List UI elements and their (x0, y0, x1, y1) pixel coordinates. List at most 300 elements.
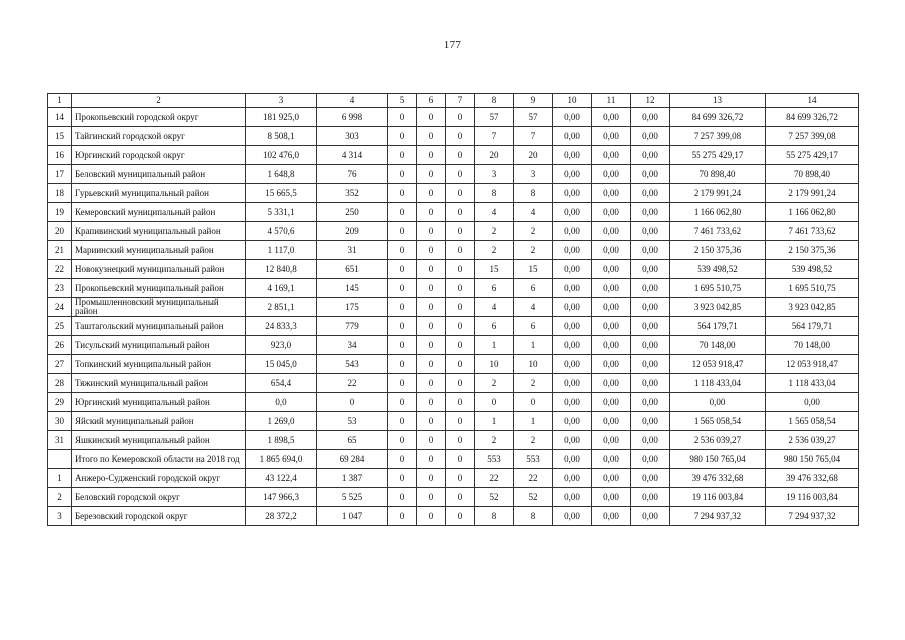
value-cell: 0 (446, 298, 475, 317)
value-cell: 352 (317, 184, 388, 203)
value-cell: 0 (417, 222, 446, 241)
value-cell: 0 (417, 393, 446, 412)
value-cell: 7 (475, 127, 514, 146)
territory-name-cell: Беловский городской округ (72, 488, 246, 507)
column-header: 11 (592, 94, 631, 108)
value-cell: 0,00 (766, 393, 859, 412)
value-cell: 2 (475, 241, 514, 260)
value-cell: 779 (317, 317, 388, 336)
value-cell: 0 (388, 412, 417, 431)
value-cell: 0,00 (592, 146, 631, 165)
value-cell: 6 (475, 317, 514, 336)
value-cell: 0 (388, 146, 417, 165)
value-cell: 0,00 (592, 184, 631, 203)
value-cell: 0 (446, 336, 475, 355)
value-cell: 0,00 (553, 393, 592, 412)
value-cell: 0,00 (553, 507, 592, 526)
value-cell: 0 (417, 184, 446, 203)
value-cell: 70 898,40 (670, 165, 766, 184)
value-cell: 1 118 433,04 (670, 374, 766, 393)
value-cell: 2 (475, 222, 514, 241)
value-cell: 0,00 (553, 241, 592, 260)
value-cell: 654,4 (246, 374, 317, 393)
value-cell: 3 (514, 165, 553, 184)
row-number-cell: 25 (48, 317, 72, 336)
table-row (48, 317, 859, 336)
value-cell: 15 665,5 (246, 184, 317, 203)
value-cell: 0,00 (553, 260, 592, 279)
value-cell: 0 (417, 165, 446, 184)
value-cell: 1 166 062,80 (766, 203, 859, 222)
value-cell: 3 923 042,85 (766, 298, 859, 317)
value-cell: 2 (475, 431, 514, 450)
value-cell: 3 923 042,85 (670, 298, 766, 317)
value-cell: 6 (514, 317, 553, 336)
value-cell: 7 257 399,08 (766, 127, 859, 146)
value-cell: 52 (514, 488, 553, 507)
table-row (48, 203, 859, 222)
value-cell: 0,00 (553, 298, 592, 317)
value-cell: 6 (514, 279, 553, 298)
value-cell: 0 (417, 450, 446, 469)
value-cell: 0 (417, 431, 446, 450)
territory-name-cell: Юргинский муниципальный район (72, 393, 246, 412)
territory-name-cell: Крапивинский муниципальный район (72, 222, 246, 241)
value-cell: 10 (514, 355, 553, 374)
value-cell: 0,00 (631, 298, 670, 317)
value-cell: 553 (514, 450, 553, 469)
value-cell: 181 925,0 (246, 108, 317, 127)
value-cell: 20 (475, 146, 514, 165)
value-cell: 24 833,3 (246, 317, 317, 336)
value-cell: 6 998 (317, 108, 388, 127)
value-cell: 70 148,00 (766, 336, 859, 355)
value-cell: 7 294 937,32 (670, 507, 766, 526)
row-number-cell: 21 (48, 241, 72, 260)
table-row (48, 355, 859, 374)
value-cell: 8 508,1 (246, 127, 317, 146)
territory-name-cell: Прокопьевский городской округ (72, 108, 246, 127)
column-header: 7 (446, 94, 475, 108)
value-cell: 0,00 (553, 355, 592, 374)
value-cell: 5 331,1 (246, 203, 317, 222)
column-header: 12 (631, 94, 670, 108)
value-cell: 0 (417, 488, 446, 507)
value-cell: 8 (475, 184, 514, 203)
value-cell: 22 (317, 374, 388, 393)
value-cell: 0,00 (631, 108, 670, 127)
value-cell: 0 (417, 317, 446, 336)
value-cell: 52 (475, 488, 514, 507)
value-cell: 0 (446, 222, 475, 241)
value-cell: 0,00 (592, 165, 631, 184)
value-cell: 0 (446, 355, 475, 374)
table-row (48, 374, 859, 393)
row-number-cell: 15 (48, 127, 72, 146)
territory-name-cell: Кемеровский муниципальный район (72, 203, 246, 222)
value-cell: 0 (446, 488, 475, 507)
value-cell: 2 851,1 (246, 298, 317, 317)
value-cell: 0 (446, 412, 475, 431)
territory-name-cell: Юргинский городской округ (72, 146, 246, 165)
value-cell: 0 (417, 298, 446, 317)
value-cell: 1 (475, 336, 514, 355)
territory-name-cell: Анжеро-Судженский городской округ (72, 469, 246, 488)
value-cell: 0,00 (553, 431, 592, 450)
value-cell: 4 314 (317, 146, 388, 165)
value-cell: 0 (388, 355, 417, 374)
value-cell: 651 (317, 260, 388, 279)
value-cell: 70 898,40 (766, 165, 859, 184)
table-row (48, 146, 859, 165)
value-cell: 0,00 (592, 393, 631, 412)
value-cell: 53 (317, 412, 388, 431)
value-cell: 0 (446, 165, 475, 184)
row-number-cell: 31 (48, 431, 72, 450)
value-cell: 0 (417, 279, 446, 298)
value-cell: 0,00 (631, 127, 670, 146)
value-cell: 0 (388, 336, 417, 355)
value-cell: 0 (446, 431, 475, 450)
value-cell: 0,00 (553, 108, 592, 127)
value-cell: 2 536 039,27 (670, 431, 766, 450)
value-cell: 0 (388, 108, 417, 127)
value-cell: 0 (446, 146, 475, 165)
value-cell: 6 (475, 279, 514, 298)
column-header: 14 (766, 94, 859, 108)
value-cell: 57 (475, 108, 514, 127)
value-cell: 0,00 (592, 469, 631, 488)
row-number-cell: 29 (48, 393, 72, 412)
value-cell: 0 (388, 184, 417, 203)
value-cell: 0,00 (553, 127, 592, 146)
value-cell: 0 (446, 317, 475, 336)
value-cell: 0 (388, 450, 417, 469)
value-cell: 2 536 039,27 (766, 431, 859, 450)
value-cell: 0,00 (592, 127, 631, 146)
value-cell: 0,00 (631, 241, 670, 260)
table-row (48, 279, 859, 298)
value-cell: 84 699 326,72 (670, 108, 766, 127)
value-cell: 0 (388, 203, 417, 222)
value-cell: 12 053 918,47 (766, 355, 859, 374)
value-cell: 4 (514, 203, 553, 222)
value-cell: 0,00 (553, 165, 592, 184)
value-cell: 0,00 (592, 374, 631, 393)
value-cell: 0,00 (592, 412, 631, 431)
value-cell: 7 (514, 127, 553, 146)
value-cell: 2 179 991,24 (670, 184, 766, 203)
value-cell: 539 498,52 (670, 260, 766, 279)
value-cell: 8 (514, 507, 553, 526)
value-cell: 0,00 (631, 355, 670, 374)
value-cell: 980 150 765,04 (670, 450, 766, 469)
value-cell: 15 045,0 (246, 355, 317, 374)
value-cell: 8 (475, 507, 514, 526)
value-cell: 0,00 (553, 184, 592, 203)
value-cell: 303 (317, 127, 388, 146)
value-cell: 0,00 (592, 488, 631, 507)
row-number-cell: 26 (48, 336, 72, 355)
value-cell: 0,00 (631, 507, 670, 526)
table-row (48, 165, 859, 184)
data-table (47, 93, 859, 526)
value-cell: 0 (446, 108, 475, 127)
table-row (48, 298, 859, 317)
table-row (48, 127, 859, 146)
value-cell: 0 (388, 507, 417, 526)
value-cell: 0 (388, 469, 417, 488)
value-cell: 250 (317, 203, 388, 222)
territory-name-cell: Березовский городской округ (72, 507, 246, 526)
value-cell: 0 (417, 241, 446, 260)
row-number-cell: 19 (48, 203, 72, 222)
value-cell: 0,00 (553, 279, 592, 298)
value-cell: 19 116 003,84 (670, 488, 766, 507)
territory-name-cell: Тяжинский муниципальный район (72, 374, 246, 393)
value-cell: 0 (446, 374, 475, 393)
column-header: 6 (417, 94, 446, 108)
value-cell: 0 (446, 203, 475, 222)
row-number-cell: 28 (48, 374, 72, 393)
value-cell: 0,00 (553, 469, 592, 488)
value-cell: 7 294 937,32 (766, 507, 859, 526)
value-cell: 0,00 (592, 108, 631, 127)
territory-name-cell: Прокопьевский муниципальный район (72, 279, 246, 298)
value-cell: 0,00 (592, 507, 631, 526)
value-cell: 0,00 (631, 336, 670, 355)
value-cell: 12 053 918,47 (670, 355, 766, 374)
value-cell: 2 179 991,24 (766, 184, 859, 203)
page-number: 177 (443, 39, 462, 51)
value-cell: 0,00 (631, 279, 670, 298)
row-number-cell: 3 (48, 507, 72, 526)
value-cell: 1 118 433,04 (766, 374, 859, 393)
value-cell: 980 150 765,04 (766, 450, 859, 469)
column-header: 4 (317, 94, 388, 108)
value-cell: 0,00 (553, 488, 592, 507)
value-cell: 0 (388, 222, 417, 241)
territory-name-cell: Тайгинский городской округ (72, 127, 246, 146)
value-cell: 55 275 429,17 (766, 146, 859, 165)
value-cell: 0 (446, 260, 475, 279)
value-cell: 76 (317, 165, 388, 184)
table-row (48, 450, 859, 469)
value-cell: 209 (317, 222, 388, 241)
value-cell: 0,00 (592, 450, 631, 469)
value-cell: 0,00 (631, 488, 670, 507)
value-cell: 1 695 510,75 (670, 279, 766, 298)
value-cell: 0,00 (553, 203, 592, 222)
value-cell: 0 (388, 165, 417, 184)
value-cell: 0,00 (592, 203, 631, 222)
value-cell: 0 (388, 241, 417, 260)
row-number-cell: 30 (48, 412, 72, 431)
value-cell: 0,00 (631, 317, 670, 336)
row-number-cell: 18 (48, 184, 72, 203)
value-cell: 553 (475, 450, 514, 469)
value-cell: 1 (475, 412, 514, 431)
column-header: 1 (48, 94, 72, 108)
territory-name-cell: Таштагольский муниципальный район (72, 317, 246, 336)
value-cell: 15 (475, 260, 514, 279)
territory-name-cell: Беловский муниципальный район (72, 165, 246, 184)
value-cell: 1 269,0 (246, 412, 317, 431)
territory-name-cell: Итого по Кемеровской области на 2018 год (72, 450, 246, 469)
value-cell: 0 (417, 336, 446, 355)
row-number-cell: 24 (48, 298, 72, 317)
value-cell: 175 (317, 298, 388, 317)
value-cell: 0 (417, 412, 446, 431)
value-cell: 7 461 733,62 (766, 222, 859, 241)
territory-name-cell: Гурьевский муниципальный район (72, 184, 246, 203)
value-cell: 0 (388, 431, 417, 450)
row-number-cell (48, 450, 72, 469)
value-cell: 0,00 (592, 241, 631, 260)
value-cell: 0,00 (631, 222, 670, 241)
value-cell: 0,00 (631, 431, 670, 450)
value-cell: 34 (317, 336, 388, 355)
value-cell: 2 150 375,36 (766, 241, 859, 260)
value-cell: 0,00 (631, 374, 670, 393)
value-cell: 1 565 058,54 (766, 412, 859, 431)
value-cell: 0 (446, 184, 475, 203)
value-cell: 65 (317, 431, 388, 450)
value-cell: 564 179,71 (766, 317, 859, 336)
value-cell: 0 (388, 393, 417, 412)
value-cell: 0 (446, 393, 475, 412)
value-cell: 539 498,52 (766, 260, 859, 279)
table-row (48, 260, 859, 279)
value-cell: 564 179,71 (670, 317, 766, 336)
value-cell: 4 (514, 298, 553, 317)
row-number-cell: 27 (48, 355, 72, 374)
value-cell: 2 (514, 374, 553, 393)
territory-name-cell: Яйский муниципальный район (72, 412, 246, 431)
value-cell: 28 372,2 (246, 507, 317, 526)
value-cell: 0 (388, 374, 417, 393)
value-cell: 0 (417, 127, 446, 146)
value-cell: 4 (475, 203, 514, 222)
value-cell: 0 (417, 507, 446, 526)
value-cell: 0 (388, 488, 417, 507)
value-cell: 19 116 003,84 (766, 488, 859, 507)
value-cell: 0 (388, 260, 417, 279)
value-cell: 0,00 (592, 279, 631, 298)
value-cell: 7 461 733,62 (670, 222, 766, 241)
value-cell: 1 695 510,75 (766, 279, 859, 298)
value-cell: 1 166 062,80 (670, 203, 766, 222)
column-header: 13 (670, 94, 766, 108)
value-cell: 55 275 429,17 (670, 146, 766, 165)
value-cell: 4 570,6 (246, 222, 317, 241)
table-row (48, 108, 859, 127)
territory-name-cell: Новокузнецкий муниципальный район (72, 260, 246, 279)
table-row (48, 393, 859, 412)
value-cell: 0,00 (553, 412, 592, 431)
value-cell: 10 (475, 355, 514, 374)
value-cell: 0 (417, 355, 446, 374)
value-cell: 1 865 694,0 (246, 450, 317, 469)
value-cell: 0 (417, 260, 446, 279)
table-row (48, 184, 859, 203)
value-cell: 70 148,00 (670, 336, 766, 355)
value-cell: 0 (417, 469, 446, 488)
value-cell: 0,00 (592, 260, 631, 279)
column-header: 2 (72, 94, 246, 108)
value-cell: 0 (446, 450, 475, 469)
value-cell: 0 (417, 374, 446, 393)
value-cell: 0 (388, 279, 417, 298)
value-cell: 0,0 (246, 393, 317, 412)
value-cell: 0,00 (592, 317, 631, 336)
value-cell: 0,00 (553, 146, 592, 165)
value-cell: 84 699 326,72 (766, 108, 859, 127)
value-cell: 0 (446, 241, 475, 260)
value-cell: 2 150 375,36 (670, 241, 766, 260)
value-cell: 0,00 (631, 203, 670, 222)
value-cell: 0 (388, 127, 417, 146)
row-number-cell: 2 (48, 488, 72, 507)
value-cell: 0 (446, 507, 475, 526)
value-cell: 3 (475, 165, 514, 184)
value-cell: 5 525 (317, 488, 388, 507)
value-cell: 0,00 (631, 165, 670, 184)
value-cell: 0 (417, 108, 446, 127)
value-cell: 0,00 (553, 336, 592, 355)
value-cell: 0 (475, 393, 514, 412)
value-cell: 4 169,1 (246, 279, 317, 298)
table-header-row (48, 94, 859, 108)
table-row (48, 488, 859, 507)
value-cell: 0,00 (553, 317, 592, 336)
table-row (48, 222, 859, 241)
value-cell: 1 (514, 412, 553, 431)
table-row (48, 412, 859, 431)
table-row (48, 469, 859, 488)
table-row (48, 507, 859, 526)
value-cell: 0,00 (631, 260, 670, 279)
value-cell: 69 284 (317, 450, 388, 469)
value-cell: 0 (317, 393, 388, 412)
territory-name-cell: Промышленновский муниципальный район (72, 298, 246, 317)
value-cell: 0,00 (553, 450, 592, 469)
value-cell: 8 (514, 184, 553, 203)
value-cell: 0,00 (553, 222, 592, 241)
value-cell: 39 476 332,68 (670, 469, 766, 488)
value-cell: 0,00 (592, 431, 631, 450)
value-cell: 20 (514, 146, 553, 165)
territory-name-cell: Тисульский муниципальный район (72, 336, 246, 355)
value-cell: 22 (475, 469, 514, 488)
value-cell: 0 (446, 127, 475, 146)
row-number-cell: 22 (48, 260, 72, 279)
value-cell: 1 117,0 (246, 241, 317, 260)
territory-name-cell: Топкинский муниципальный район (72, 355, 246, 374)
value-cell: 2 (514, 431, 553, 450)
value-cell: 0 (388, 317, 417, 336)
value-cell: 0,00 (631, 146, 670, 165)
value-cell: 2 (475, 374, 514, 393)
value-cell: 22 (514, 469, 553, 488)
value-cell: 0,00 (631, 412, 670, 431)
value-cell: 102 476,0 (246, 146, 317, 165)
value-cell: 0,00 (631, 469, 670, 488)
column-header: 3 (246, 94, 317, 108)
value-cell: 2 (514, 222, 553, 241)
value-cell: 923,0 (246, 336, 317, 355)
table-row (48, 336, 859, 355)
